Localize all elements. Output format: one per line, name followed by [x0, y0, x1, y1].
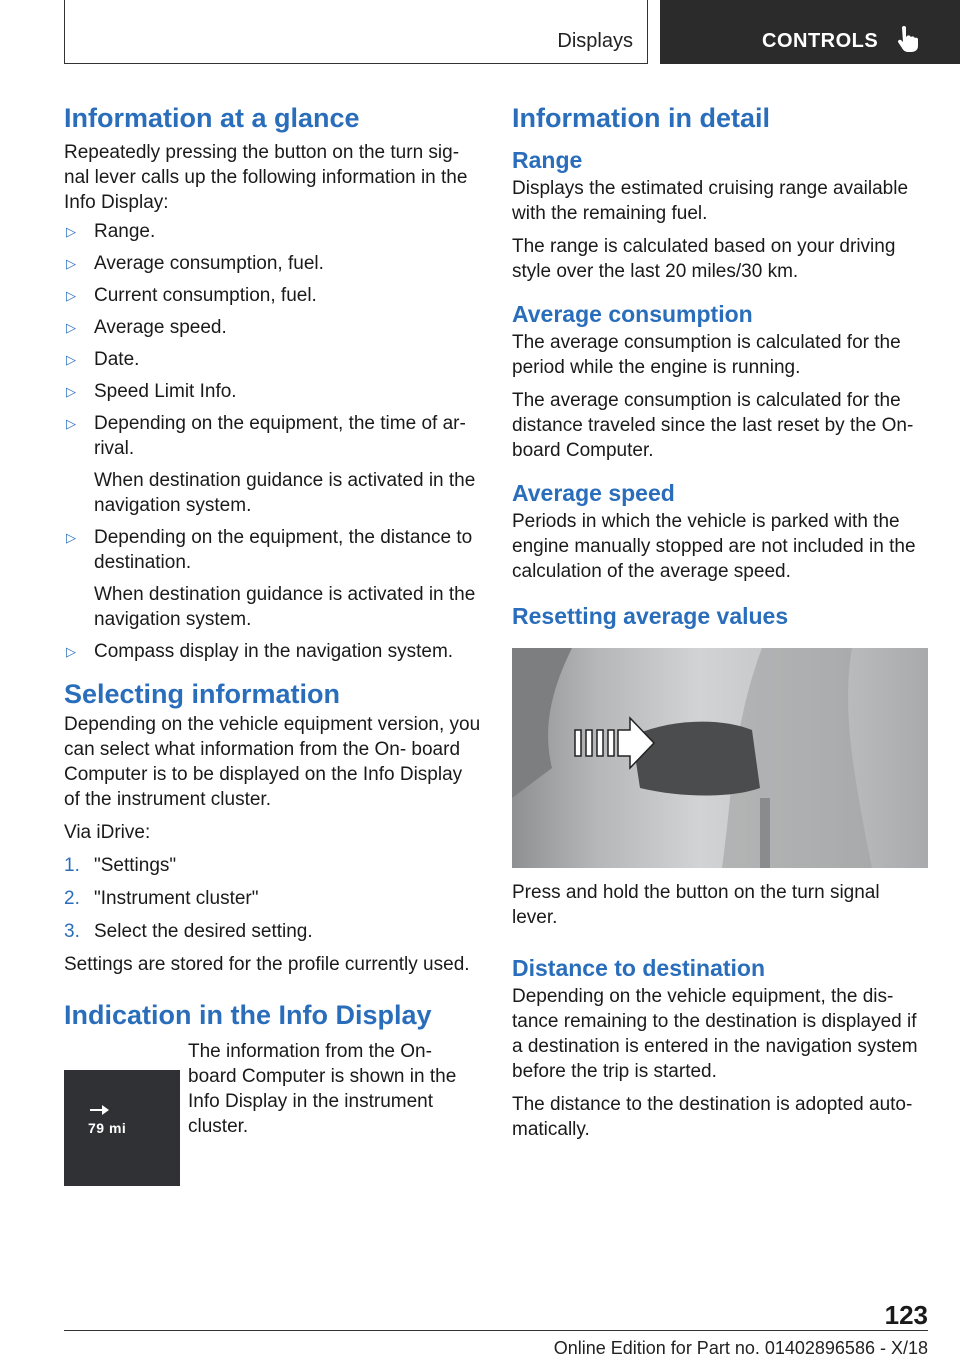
turn-signal-lever-photo	[512, 648, 928, 868]
heading-avg-consumption: Average consumption	[512, 301, 753, 327]
list-item: ▷ Speed Limit Info.	[66, 381, 237, 402]
header-section-tab	[64, 0, 648, 64]
resetting-caption: Press and hold the button on the turn signal lever.	[512, 882, 880, 928]
heading-range: Range	[512, 147, 583, 173]
heading-selecting-info: Selecting information	[64, 679, 341, 709]
avg-consumption-p1: The average consumption is calculated for the period while the engine is running.	[512, 332, 901, 378]
avg-consumption-p2: The average consumption is calculated for the distance traveled since the last reset by the On- board Computer.	[512, 390, 914, 461]
triangle-bullet-icon: ▷	[66, 530, 76, 545]
via-idrive: Via iDrive:	[64, 822, 151, 843]
triangle-bullet-icon: ▷	[66, 352, 76, 367]
list-item-note: When destination guidance is activated in the navigation system.	[94, 584, 476, 630]
info-display-image	[64, 1070, 180, 1186]
section-title: Displays	[557, 30, 633, 52]
glance-intro: Repeatedly pressing the button on the turn sig‐ nal lever calls up the following information in the Info Display:	[64, 142, 468, 213]
distance-p1: Depending on the vehicle equipment, the dis‐ tance remaining to the destination is displayed if a destination is entered in the navigation system before the trip is started.	[512, 986, 918, 1082]
hand-pointer-icon	[896, 26, 918, 52]
range-p1: Displays the estimated cruising range available with the remaining fuel.	[512, 178, 909, 224]
triangle-bullet-icon: ▷	[66, 644, 76, 659]
triangle-bullet-icon: ▷	[66, 416, 76, 431]
triangle-bullet-icon: ▷	[66, 288, 76, 303]
heading-distance: Distance to destination	[512, 955, 766, 981]
list-item: ▷ Current consumption, fuel.	[66, 285, 317, 306]
range-p2: The range is calculated based on your driving style over the last 20 miles/30 km.	[512, 236, 896, 282]
steps-list	[64, 853, 482, 944]
heading-resetting: Resetting average values	[512, 603, 789, 629]
avg-speed-p1: Periods in which the vehicle is parked with the engine manually stopped are not included in the calculation of the average speed.	[512, 511, 916, 582]
triangle-bullet-icon: ▷	[66, 384, 76, 399]
list-item: ▷ Average speed.	[66, 317, 227, 338]
chapter-title: CONTROLS	[762, 30, 879, 52]
triangle-bullet-icon: ▷	[66, 320, 76, 335]
triangle-bullet-icon: ▷	[66, 256, 76, 271]
turn-signal-lever-illustration	[512, 648, 928, 868]
selecting-intro: Depending on the vehicle equipment version, you can select what information from the On- board Computer is to be displayed on the Info Display of the instrument cluster.	[64, 714, 481, 810]
list-item: ▷ Date.	[66, 349, 140, 370]
glance-list	[64, 219, 482, 664]
left-column	[64, 100, 482, 1139]
triangle-bullet-icon: ▷	[66, 224, 76, 239]
heading-indication: Indication in the Info Display	[64, 1000, 432, 1030]
edition-note: Online Edition for Part no. 01402896586 - X/18	[553, 1338, 928, 1358]
right-column	[512, 100, 930, 1142]
list-item-note: When destination guidance is activated in the navigation system.	[94, 470, 476, 516]
list-item: ▷ Compass display in the navigation system.	[66, 641, 454, 662]
step-item: 1. "Settings"	[64, 855, 177, 876]
range-value: 79 mi	[88, 1120, 127, 1136]
range-arrow-icon	[90, 1104, 110, 1116]
list-item: ▷ Depending on the equipment, the time of ar‐ rival. When destination guidance is activated in the navigation system.	[64, 411, 482, 518]
heading-avg-speed: Average speed	[512, 480, 675, 506]
header-chapter-tab	[660, 0, 960, 64]
indication-text: The information from the On- board Computer is shown in the Info Display in the instrument cluster.	[188, 1041, 457, 1137]
settings-note: Settings are stored for the profile currently used.	[64, 954, 470, 975]
list-item: ▷ Average consumption, fuel.	[66, 253, 324, 274]
distance-p2: The distance to the destination is adopted auto‐ matically.	[512, 1094, 913, 1140]
step-item: 3. Select the desired setting.	[64, 921, 313, 942]
page-number: 123	[884, 1300, 928, 1330]
list-item: ▷ Range.	[66, 221, 156, 242]
step-item: 2. "Instrument cluster"	[64, 888, 259, 909]
heading-info-detail: Information in detail	[512, 103, 771, 133]
footer-divider	[64, 1330, 928, 1331]
heading-info-glance: Information at a glance	[64, 103, 360, 133]
list-item: ▷ Depending on the equipment, the distance to destination. When destination guidance is activated in the navigation system.	[64, 525, 482, 632]
